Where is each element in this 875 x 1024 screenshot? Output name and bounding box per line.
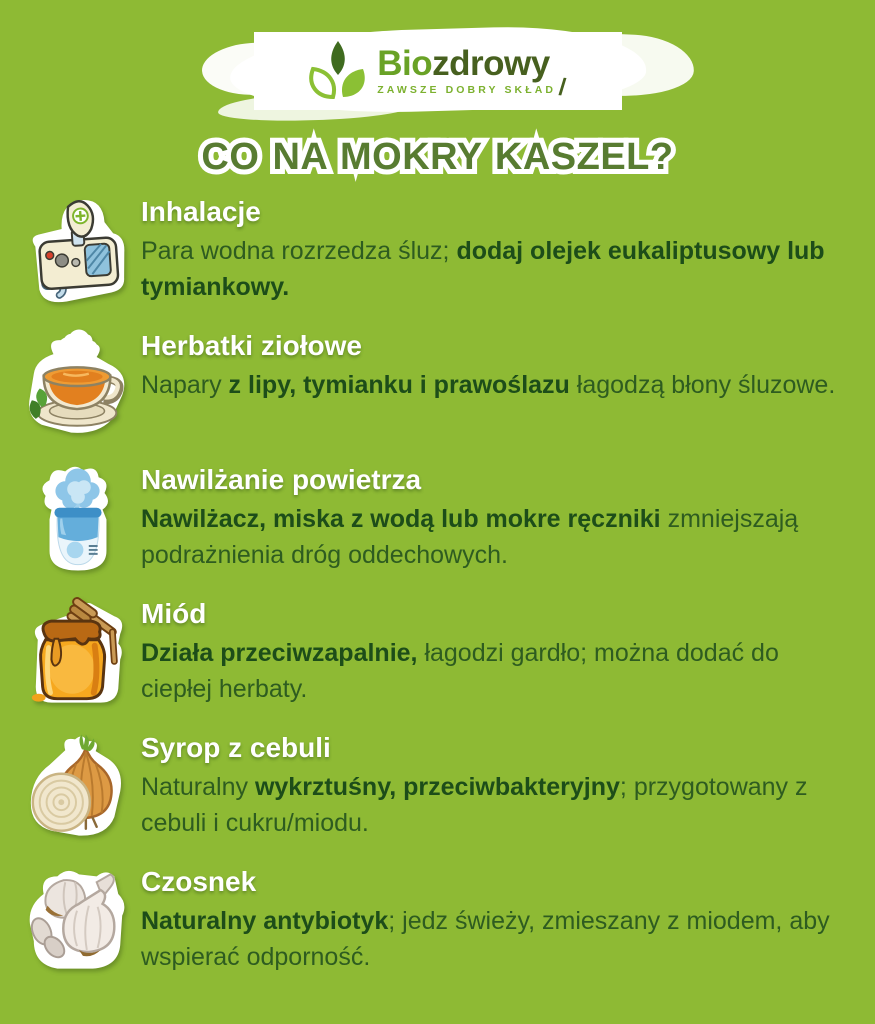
section-heading: Miód <box>141 598 207 629</box>
brand-zdrowy: zdrowy <box>432 43 550 83</box>
body-text: Naturalny <box>141 773 255 801</box>
body-text: ; przygotowany z cebuli i cukru/miodu. <box>141 773 808 837</box>
humidifier-icon <box>24 463 132 576</box>
brand-bio: Bio <box>377 43 433 83</box>
brand-logo <box>254 32 622 110</box>
garlic-icon <box>24 865 132 978</box>
body-text-bold: Nawilżacz, miska z wodą lub mokre ręczniki <box>141 505 661 533</box>
list-item <box>24 731 849 844</box>
body-text: Napary <box>141 371 229 399</box>
header <box>0 0 875 116</box>
tagline-slash: / <box>557 74 568 102</box>
body-text-bold: Naturalny antybiotyk <box>141 907 389 935</box>
body-text-bold: dodaj olejek eukaliptusowy lub tymiankowy. <box>141 237 825 301</box>
list-item <box>24 195 849 308</box>
honey-jar-icon <box>24 597 132 710</box>
section-body <box>141 234 849 305</box>
list-item <box>24 463 849 576</box>
nebulizer-icon <box>24 195 132 308</box>
list-item <box>24 597 849 710</box>
body-text-bold: Działa przeciwzapalnie, <box>141 639 418 667</box>
sections <box>0 179 875 978</box>
section-heading: Czosnek <box>141 866 257 897</box>
brand-name <box>377 43 566 83</box>
section-heading: Syrop z cebuli <box>141 732 331 763</box>
body-text: zmniejszają podrażnienia dróg oddechowych. <box>141 505 799 569</box>
page-title: CO NA MOKRY KASZEL? <box>201 136 674 178</box>
section-body <box>141 636 849 707</box>
onion-icon <box>24 731 132 844</box>
section-body <box>141 502 849 573</box>
list-item <box>24 329 849 442</box>
list-item <box>24 865 849 978</box>
three-leaves-icon <box>309 39 367 103</box>
body-text-bold: wykrztuśny, przeciwbakteryjny <box>254 773 620 801</box>
body-text: ; jedz świeży, zmieszany z miodem, aby wspierać odporność. <box>141 907 830 971</box>
body-text-bold: z lipy, tymianku i prawoślazu <box>228 371 570 399</box>
section-heading: Inhalacje <box>141 196 261 227</box>
body-text: Para wodna rozrzedza śluz; <box>141 237 457 265</box>
section-body <box>141 904 849 975</box>
brand-tagline: ZAWSZE DOBRY SKŁAD <box>377 84 557 97</box>
body-text: łagodzą błony śluzowe. <box>569 371 836 399</box>
body-text: łagodzi gardło; można dodać do ciepłej herbaty. <box>141 639 779 703</box>
section-body <box>141 368 849 404</box>
section-heading: Nawilżanie powietrza <box>141 464 422 495</box>
section-heading: Herbatki ziołowe <box>141 330 362 361</box>
section-body <box>141 770 849 841</box>
logo-brush-background <box>228 26 648 116</box>
tea-cup-icon <box>24 329 132 442</box>
